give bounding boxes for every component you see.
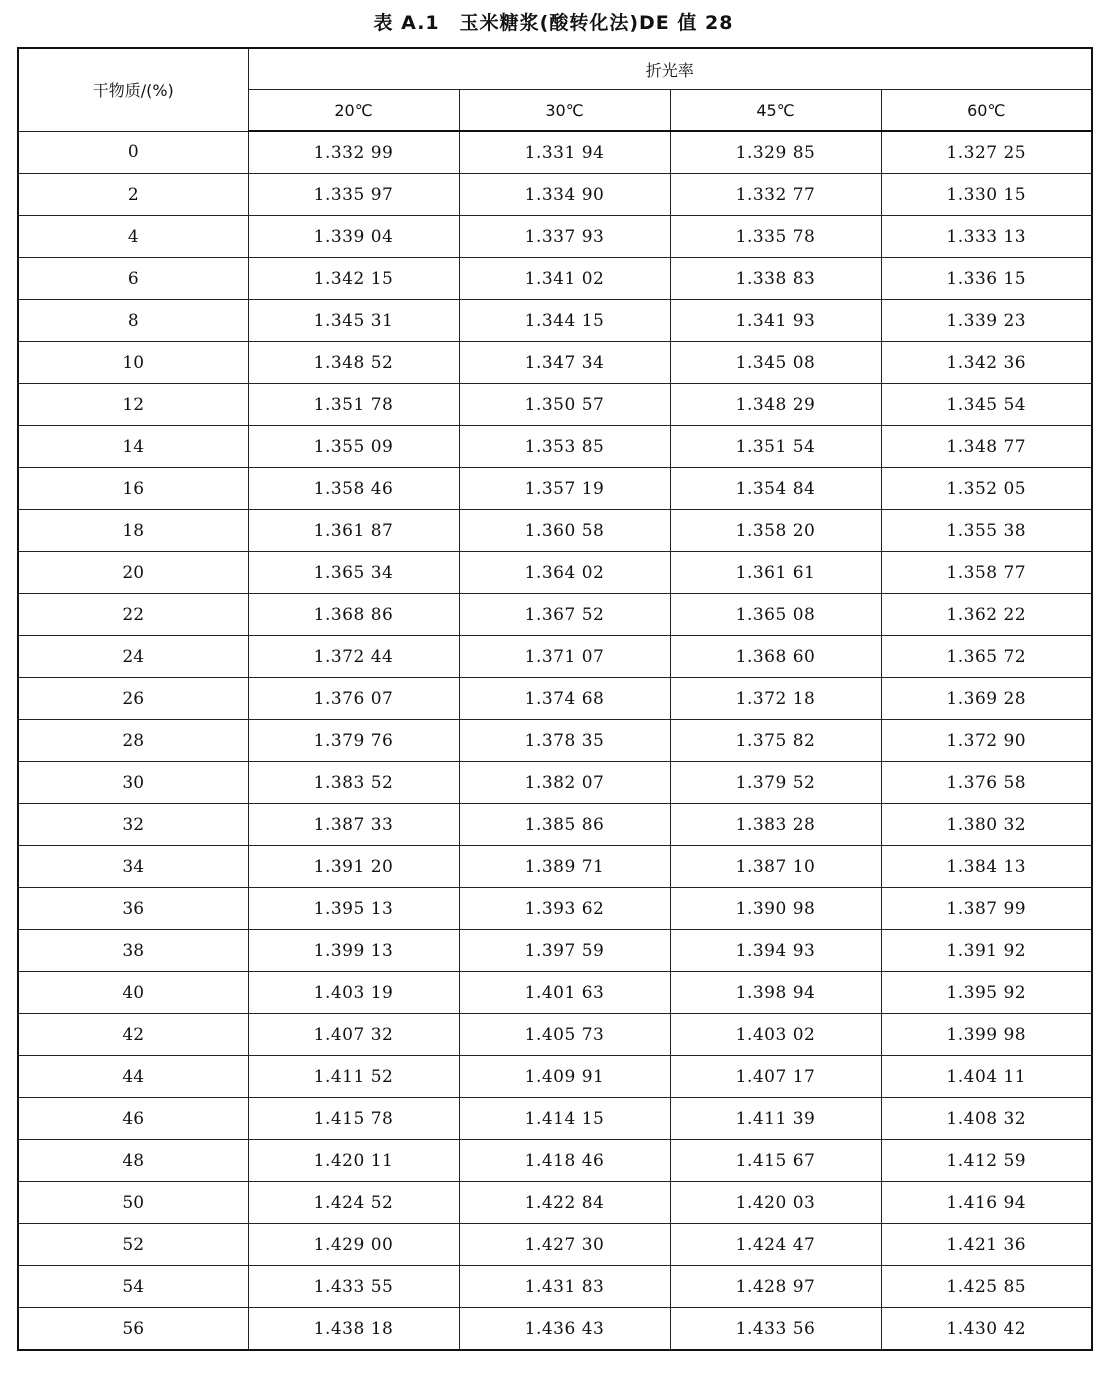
- table-row: [18, 594, 1092, 636]
- refractive-index-cell: 1.385 86: [459, 804, 670, 846]
- refractive-index-cell: 1.393 62: [459, 888, 670, 930]
- dry-matter-cell: 18: [18, 510, 248, 552]
- refractive-index-cell: 1.342 36: [881, 342, 1092, 384]
- refractive-index-cell: 1.364 02: [459, 552, 670, 594]
- refractive-index-cell: 1.390 98: [670, 888, 881, 930]
- refractive-index-cell: 1.416 94: [881, 1182, 1092, 1224]
- refractive-index-cell: 1.335 97: [248, 174, 459, 216]
- dry-matter-cell: 34: [18, 846, 248, 888]
- header-dry-matter: 干物质/(%): [18, 48, 248, 131]
- table-row: [18, 1266, 1092, 1308]
- refractive-index-cell: 1.345 54: [881, 384, 1092, 426]
- refractive-index-cell: 1.405 73: [459, 1014, 670, 1056]
- refractive-index-cell: 1.339 23: [881, 300, 1092, 342]
- dry-matter-cell: 6: [18, 258, 248, 300]
- refractive-index-cell: 1.336 15: [881, 258, 1092, 300]
- refractive-index-cell: 1.329 85: [670, 131, 881, 174]
- refractive-index-cell: 1.401 63: [459, 972, 670, 1014]
- refractive-index-cell: 1.333 13: [881, 216, 1092, 258]
- refractive-index-cell: 1.342 15: [248, 258, 459, 300]
- refractive-index-cell: 1.424 47: [670, 1224, 881, 1266]
- refractive-index-cell: 1.397 59: [459, 930, 670, 972]
- refractive-index-cell: 1.372 18: [670, 678, 881, 720]
- refractive-index-cell: 1.414 15: [459, 1098, 670, 1140]
- refractive-index-cell: 1.420 11: [248, 1140, 459, 1182]
- refractive-index-cell: 1.382 07: [459, 762, 670, 804]
- refractive-index-cell: 1.338 83: [670, 258, 881, 300]
- refractive-index-cell: 1.331 94: [459, 131, 670, 174]
- refractive-index-cell: 1.384 13: [881, 846, 1092, 888]
- refractive-index-cell: 1.404 11: [881, 1056, 1092, 1098]
- table-row: [18, 1014, 1092, 1056]
- refractive-index-cell: 1.372 44: [248, 636, 459, 678]
- header-temp-60: 60℃: [881, 90, 1092, 132]
- dry-matter-cell: 44: [18, 1056, 248, 1098]
- dry-matter-cell: 12: [18, 384, 248, 426]
- refractive-index-cell: 1.403 02: [670, 1014, 881, 1056]
- refractive-index-cell: 1.436 43: [459, 1308, 670, 1351]
- dry-matter-cell: 32: [18, 804, 248, 846]
- refractive-index-cell: 1.430 42: [881, 1308, 1092, 1351]
- refractive-index-cell: 1.399 98: [881, 1014, 1092, 1056]
- dry-matter-cell: 56: [18, 1308, 248, 1351]
- refractive-index-cell: 1.407 32: [248, 1014, 459, 1056]
- refractive-index-cell: 1.433 55: [248, 1266, 459, 1308]
- dry-matter-cell: 24: [18, 636, 248, 678]
- refractive-index-cell: 1.380 32: [881, 804, 1092, 846]
- table-row: [18, 1056, 1092, 1098]
- table-row: [18, 1308, 1092, 1351]
- refractive-index-cell: 1.351 78: [248, 384, 459, 426]
- refractive-index-cell: 1.361 87: [248, 510, 459, 552]
- refractive-index-cell: 1.421 36: [881, 1224, 1092, 1266]
- refractive-index-cell: 1.415 78: [248, 1098, 459, 1140]
- refractive-index-cell: 1.358 77: [881, 552, 1092, 594]
- table-body: [18, 131, 1092, 1350]
- dry-matter-cell: 10: [18, 342, 248, 384]
- refractive-index-cell: 1.358 46: [248, 468, 459, 510]
- refractive-index-cell: 1.387 10: [670, 846, 881, 888]
- refractive-index-cell: 1.335 78: [670, 216, 881, 258]
- refractive-index-cell: 1.379 76: [248, 720, 459, 762]
- table-row: [18, 930, 1092, 972]
- refractive-index-cell: 1.332 77: [670, 174, 881, 216]
- refractive-index-cell: 1.387 33: [248, 804, 459, 846]
- refractive-index-cell: 1.352 05: [881, 468, 1092, 510]
- table-row: [18, 636, 1092, 678]
- table-row: [18, 510, 1092, 552]
- header-temp-20: 20℃: [248, 90, 459, 132]
- dry-matter-cell: 38: [18, 930, 248, 972]
- refractive-index-cell: 1.379 52: [670, 762, 881, 804]
- refractive-index-cell: 1.330 15: [881, 174, 1092, 216]
- refractive-index-cell: 1.374 68: [459, 678, 670, 720]
- refractive-index-cell: 1.368 60: [670, 636, 881, 678]
- refractive-index-cell: 1.358 20: [670, 510, 881, 552]
- refractive-index-cell: 1.427 30: [459, 1224, 670, 1266]
- refractive-index-cell: 1.395 92: [881, 972, 1092, 1014]
- table-row: [18, 1224, 1092, 1266]
- dry-matter-cell: 2: [18, 174, 248, 216]
- refractive-index-cell: 1.344 15: [459, 300, 670, 342]
- refractive-index-cell: 1.345 31: [248, 300, 459, 342]
- refractive-index-cell: 1.355 38: [881, 510, 1092, 552]
- dry-matter-cell: 20: [18, 552, 248, 594]
- refractive-index-cell: 1.428 97: [670, 1266, 881, 1308]
- refractive-index-cell: 1.409 91: [459, 1056, 670, 1098]
- table-row: [18, 804, 1092, 846]
- refractive-index-cell: 1.348 52: [248, 342, 459, 384]
- refractive-index-cell: 1.398 94: [670, 972, 881, 1014]
- refractive-index-cell: 1.411 39: [670, 1098, 881, 1140]
- refractive-index-cell: 1.431 83: [459, 1266, 670, 1308]
- refractive-index-cell: 1.408 32: [881, 1098, 1092, 1140]
- table-row: [18, 384, 1092, 426]
- dry-matter-cell: 0: [18, 131, 248, 174]
- refractive-index-cell: 1.332 99: [248, 131, 459, 174]
- table-row: [18, 258, 1092, 300]
- refractive-index-cell: 1.371 07: [459, 636, 670, 678]
- refractive-index-cell: 1.353 85: [459, 426, 670, 468]
- refractive-index-cell: 1.360 58: [459, 510, 670, 552]
- table-title: 表 A.1 玉米糖浆(酸转化法)DE 值 28: [373, 12, 734, 34]
- table-row: [18, 426, 1092, 468]
- refractive-index-cell: 1.367 52: [459, 594, 670, 636]
- header-temp-45: 45℃: [670, 90, 881, 132]
- refractive-index-cell: 1.415 67: [670, 1140, 881, 1182]
- refractive-index-cell: 1.365 34: [248, 552, 459, 594]
- dry-matter-cell: 22: [18, 594, 248, 636]
- table-row: [18, 131, 1092, 174]
- refractive-index-cell: 1.378 35: [459, 720, 670, 762]
- dry-matter-cell: 36: [18, 888, 248, 930]
- dry-matter-cell: 30: [18, 762, 248, 804]
- refractive-index-cell: 1.425 85: [881, 1266, 1092, 1308]
- table-row: [18, 300, 1092, 342]
- refractive-index-cell: 1.411 52: [248, 1056, 459, 1098]
- refractive-index-cell: 1.422 84: [459, 1182, 670, 1224]
- refractive-index-cell: 1.438 18: [248, 1308, 459, 1351]
- dry-matter-cell: 42: [18, 1014, 248, 1056]
- dry-matter-cell: 8: [18, 300, 248, 342]
- refractive-index-cell: 1.383 28: [670, 804, 881, 846]
- refractive-index-cell: 1.327 25: [881, 131, 1092, 174]
- refractive-index-cell: 1.407 17: [670, 1056, 881, 1098]
- dry-matter-cell: 48: [18, 1140, 248, 1182]
- refractive-index-cell: 1.412 59: [881, 1140, 1092, 1182]
- refractive-index-cell: 1.399 13: [248, 930, 459, 972]
- dry-matter-cell: 4: [18, 216, 248, 258]
- refractive-index-cell: 1.351 54: [670, 426, 881, 468]
- table-row: [18, 468, 1092, 510]
- dry-matter-cell: 28: [18, 720, 248, 762]
- table-row: [18, 846, 1092, 888]
- refractive-index-cell: 1.362 22: [881, 594, 1092, 636]
- refractive-index-cell: 1.341 93: [670, 300, 881, 342]
- dry-matter-cell: 40: [18, 972, 248, 1014]
- dry-matter-cell: 46: [18, 1098, 248, 1140]
- refractive-index-cell: 1.389 71: [459, 846, 670, 888]
- refractive-index-table: [17, 47, 1093, 1351]
- refractive-index-cell: 1.376 58: [881, 762, 1092, 804]
- table-row: [18, 1182, 1092, 1224]
- refractive-index-cell: 1.355 09: [248, 426, 459, 468]
- refractive-index-cell: 1.350 57: [459, 384, 670, 426]
- refractive-index-cell: 1.433 56: [670, 1308, 881, 1351]
- refractive-index-cell: 1.368 86: [248, 594, 459, 636]
- refractive-index-cell: 1.391 20: [248, 846, 459, 888]
- header-temp-30: 30℃: [459, 90, 670, 132]
- dry-matter-cell: 14: [18, 426, 248, 468]
- refractive-index-cell: 1.354 84: [670, 468, 881, 510]
- refractive-index-cell: 1.357 19: [459, 468, 670, 510]
- refractive-index-cell: 1.424 52: [248, 1182, 459, 1224]
- refractive-index-cell: 1.348 77: [881, 426, 1092, 468]
- refractive-index-cell: 1.341 02: [459, 258, 670, 300]
- refractive-index-cell: 1.334 90: [459, 174, 670, 216]
- refractive-index-cell: 1.420 03: [670, 1182, 881, 1224]
- refractive-index-cell: 1.339 04: [248, 216, 459, 258]
- refractive-index-cell: 1.361 61: [670, 552, 881, 594]
- table-row: [18, 888, 1092, 930]
- table-row: [18, 678, 1092, 720]
- table-row: [18, 1098, 1092, 1140]
- refractive-index-cell: 1.375 82: [670, 720, 881, 762]
- refractive-index-cell: 1.429 00: [248, 1224, 459, 1266]
- dry-matter-cell: 26: [18, 678, 248, 720]
- table-row: [18, 174, 1092, 216]
- header-refractive-index: 折光率: [248, 48, 1092, 90]
- dry-matter-cell: 16: [18, 468, 248, 510]
- refractive-index-cell: 1.395 13: [248, 888, 459, 930]
- table-row: [18, 720, 1092, 762]
- table-row: [18, 552, 1092, 594]
- refractive-index-cell: 1.387 99: [881, 888, 1092, 930]
- refractive-index-cell: 1.365 72: [881, 636, 1092, 678]
- refractive-index-cell: 1.369 28: [881, 678, 1092, 720]
- table-row: [18, 972, 1092, 1014]
- refractive-index-cell: 1.391 92: [881, 930, 1092, 972]
- table-row: [18, 1140, 1092, 1182]
- refractive-index-cell: 1.365 08: [670, 594, 881, 636]
- dry-matter-cell: 50: [18, 1182, 248, 1224]
- refractive-index-cell: 1.337 93: [459, 216, 670, 258]
- refractive-index-cell: 1.376 07: [248, 678, 459, 720]
- refractive-index-cell: 1.372 90: [881, 720, 1092, 762]
- refractive-index-cell: 1.345 08: [670, 342, 881, 384]
- dry-matter-cell: 54: [18, 1266, 248, 1308]
- refractive-index-cell: 1.394 93: [670, 930, 881, 972]
- dry-matter-cell: 52: [18, 1224, 248, 1266]
- refractive-index-cell: 1.383 52: [248, 762, 459, 804]
- refractive-index-cell: 1.348 29: [670, 384, 881, 426]
- refractive-index-cell: 1.347 34: [459, 342, 670, 384]
- table-row: [18, 762, 1092, 804]
- refractive-index-cell: 1.418 46: [459, 1140, 670, 1182]
- refractive-index-cell: 1.403 19: [248, 972, 459, 1014]
- table-row: [18, 216, 1092, 258]
- table-row: [18, 342, 1092, 384]
